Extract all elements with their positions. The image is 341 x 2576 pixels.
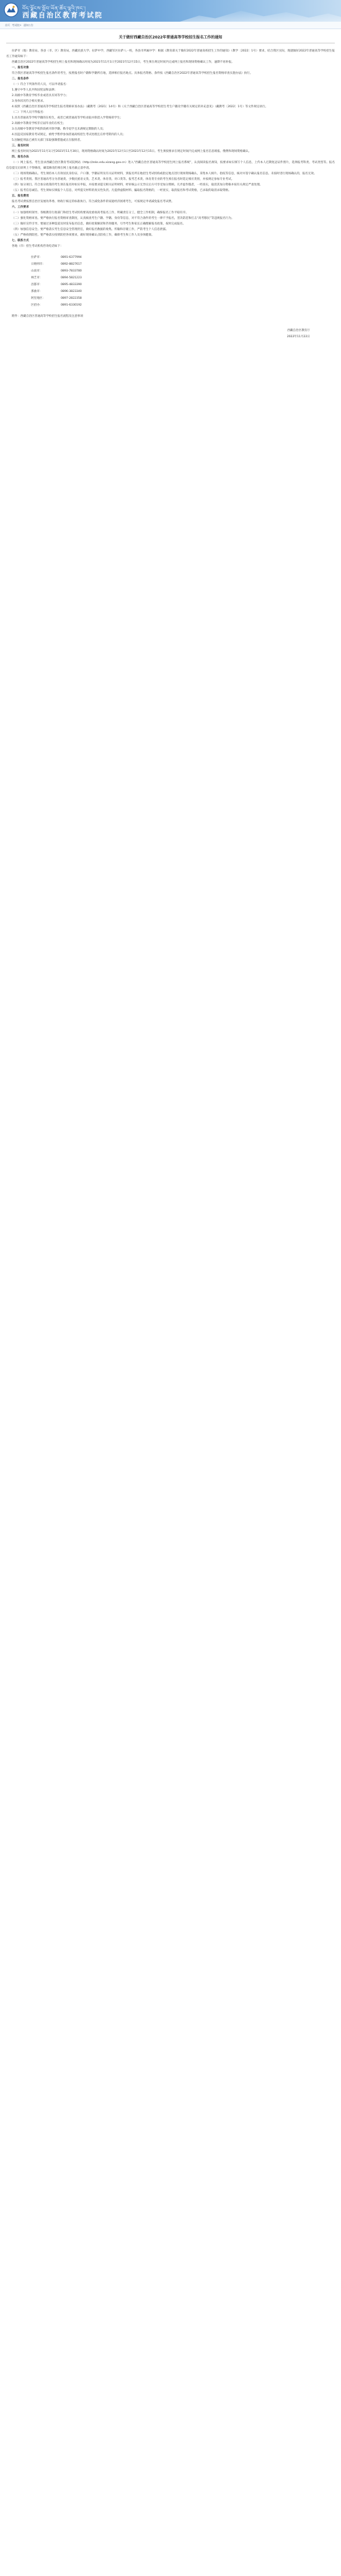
- contact-list: [31, 254, 335, 309]
- breadcrumb-section[interactable]: 考试院>: [12, 24, 22, 27]
- breadcrumb-current[interactable]: 通知公告: [23, 24, 33, 27]
- contact-row: [31, 281, 335, 288]
- contact-row: [31, 275, 335, 281]
- article-paragraph: （三）做好宣传引导。要通过多种渠道及时发布报名信息，做好政策解读和咨询服务，引导考生和家长正确理解报名政策，按时完成报名。: [12, 223, 186, 226]
- contact-place: 林芝市：: [31, 276, 43, 280]
- contact-place: 区招办：: [31, 304, 43, 307]
- article-paragraph: 3.身体状况符合相关要求。: [12, 100, 46, 103]
- breadcrumb-home[interactable]: 首页: [5, 24, 10, 27]
- section-heading: 六、工作要求: [12, 206, 29, 209]
- article-paragraph: （一）符合下列条件的人员，可以申请报名：: [12, 83, 69, 86]
- article-paragraph: 西藏自治区2022年普通高等学校招生网上报名和现场确认时间为2021年11月1日至2021年12月15日，考生须在规定时间内完成网上报名和现场资格确认工作，逾期不再补报。: [12, 61, 234, 64]
- article-paragraph: 1.具有普通高等学校学籍的在校生，或者已被普通高等学校录取并保留入学资格的学生；: [12, 117, 123, 120]
- contact-place: 山南市：: [31, 270, 43, 273]
- article-paragraph: 报名考试费按照自治区发展改革委、财政厅核定的标准执行。符合减免条件的家庭经济困难考生，可按规定申请减免报名考试费。: [12, 200, 174, 203]
- contact-row: [31, 288, 335, 295]
- site-title-tibetan: བོད་ལྗོངས་སློབ་ཡོན་ཚོད་ལྟའི་ཁང་།: [22, 6, 86, 11]
- article-paragraph: 4.按照《西藏自治区普通高等学校招生报名资格审查办法》（藏教考〔2021〕14号）和《关于西藏自治区普通高等学校招生考生户籍及学籍有关规定的补充意见》（藏教考〔2022〕1号）等文件规定执行。: [12, 105, 268, 108]
- article-paragraph: （一）网上报名。考生登录西藏自治区教育考试院网站（http://zsks.edu.xizang.gov.cn）进入“西藏自治区普通高等学校招生网上报名系统”，认真阅读报名须知，按要求如实填写个人信息，上传本人近期免冠证件照片，选择报考科类、考试类型等。报名信息提交后原则上不得修改，确需修改的须在网上报名截止前申请。: [6, 161, 335, 170]
- article-paragraph: 5.因触犯刑法已被有关部门采取强制措施或正在服刑者。: [12, 139, 83, 142]
- contact-row: [31, 261, 335, 268]
- contact-phone: 0891-6377994: [61, 256, 82, 259]
- article-closing: [6, 314, 335, 319]
- section-heading: 二、报名条件: [12, 77, 29, 81]
- article-paragraph: 1.遵守中华人民共和国宪法和法律；: [12, 89, 58, 92]
- contact-row: [31, 254, 335, 261]
- contact-place: 那曲市：: [31, 290, 43, 293]
- article-paragraph: 2.高级中等教育学校非应届毕业的在校生；: [12, 122, 66, 125]
- contact-place: 日喀则市：: [31, 263, 45, 266]
- article-paragraph: 附件：西藏自治区普通高等学校招生报名流程及注意事项: [12, 315, 83, 318]
- article-paragraph: （二）强化资格审查。要严格执行报名资格审查制度，认真核查考生户籍、学籍、身份等信息，对不符合条件的考生一律不予报名，坚决防范和打击“高考移民”等违规报名行为。: [12, 217, 234, 220]
- article-paragraph: 拉萨市（地）教育局、各县（市、区）教育局，西藏民族大学、拉萨中学，西藏军区拉萨八一校，各县市所属中学：根据《教育部关于做好2022年普通高校招生工作的通知》（教学〔2022〕1号）要求，结合我区实际，现就做好2022年普通高等学校招生报名工作通知如下：: [6, 50, 335, 58]
- contact-place: 阿里地区：: [31, 297, 45, 300]
- article-paragraph: 各地（市）招生考试机构咨询电话如下：: [12, 245, 63, 248]
- article-paragraph: （五）严格疫情防控。要严格落实疫情防控各项要求，做好现场确认点防疫工作，确保考生和工作人员身体健康。: [12, 234, 154, 237]
- contact-phone: 0891-6330192: [61, 304, 82, 307]
- site-logo-icon[interactable]: [4, 2, 19, 17]
- mountain-decoration: [180, 8, 341, 22]
- article-paragraph: （四）加强信息安全。要严格落实考生信息安全管理责任，做好报名数据的收集、传输和存储工作，严防考生个人信息泄露。: [12, 228, 169, 231]
- signature-org: 西藏自治区教育厅: [287, 329, 310, 332]
- site-banner: [0, 0, 341, 22]
- article-paragraph: （四）加分项目。符合加分政策的考生须在报名时如实申报，并按要求提交相关证明材料，经审核公示无异议后方可享受加分照顾。凡弄虚作假者，一经查实，取消其加分资格并按有关规定严肃处理。: [12, 183, 263, 187]
- breadcrumb: [0, 22, 341, 29]
- section-heading: 一、报名对象: [12, 66, 29, 69]
- contact-row: [31, 295, 335, 302]
- section-heading: 三、报名时间: [12, 144, 29, 148]
- site-title[interactable]: 西藏自治区教育考试院: [22, 11, 103, 19]
- article-container: [6, 29, 335, 2572]
- article-paragraph: 符合我区普通高等学校招生报名条件的考生，按照报名时户籍和学籍所在地，选择相应报名地点。具体报名资格、条件按《西藏自治区2022年普通高等学校招生报名资格审查实施办法》执行。: [12, 72, 253, 75]
- contact-phone: 0896-3823340: [61, 290, 82, 293]
- contact-phone: 0892-8827617: [61, 263, 82, 266]
- contact-phone: 0897-2822358: [61, 297, 82, 300]
- article-body: [6, 48, 335, 249]
- contact-row: [31, 268, 335, 275]
- section-heading: 五、报名费用: [12, 195, 29, 198]
- contact-place: 昌都市：: [31, 283, 43, 286]
- article-paragraph: （三）报考类别。我区普通高考分为普通类、少数民族语文类、艺术类、体育类、对口类等。报考艺术类、体育类专业的考生须在报名时选定相应类别，并按规定参加专业考试。: [12, 178, 234, 181]
- article-signature: [6, 328, 335, 340]
- article-paragraph: （一）加强组织领导。各级教育行政部门和招生考试机构要高度重视高考报名工作，明确责任分工，健全工作机制，确保报名工作平稳有序。: [12, 211, 188, 214]
- contact-phone: 0893-7833780: [61, 270, 82, 273]
- contact-place: 拉萨市：: [31, 256, 43, 259]
- article-paragraph: （五）报考信息诚信。考生须如实填报个人信息，对所提交材料的真实性负责。凡提供虚假材料、骗取报名资格的，一经查实，取消报名和考试资格，已录取的取消录取资格。: [12, 189, 231, 192]
- contact-row: [31, 302, 335, 309]
- contact-phone: 0895-4833390: [61, 283, 82, 286]
- section-heading: 四、报名办法: [12, 156, 29, 159]
- article-paragraph: （二）下列人员不得报名：: [12, 111, 46, 114]
- signature-date: 2022年11月22日: [286, 335, 310, 338]
- section-heading: 七、联系方式: [12, 239, 29, 242]
- article-paragraph: 网上报名时间为2021年11月1日至2021年11月30日，现场资格确认时间为2021年12月1日至2021年12月15日。考生须按要求在规定时间内完成网上报名信息填报、缴费和现场资格确认。: [12, 150, 252, 153]
- article-paragraph: 2.高级中等教育学校毕业或者具有同等学力；: [12, 94, 69, 97]
- article-paragraph: 3.在高级中等教育学校阶段被开除学籍、勒令退学且未满规定期限的人员；: [12, 128, 106, 131]
- article-paragraph: 4.因违反国家教育考试规定，被给予暂停参加普通高校招生考试处理且在停考期内的人员；: [12, 133, 126, 136]
- article-paragraph: （二）现场资格确认。考生须持本人有效居民身份证、户口簿、学籍证明及有关证明材料，到报名所在地招生考试机构或指定地点进行现场资格确认，采集本人相片、指纹等信息，核对并签字确认报名信息。未按时进行现场确认的，报名无效。: [12, 172, 317, 175]
- contact-phone: 0894-5821223: [61, 276, 82, 280]
- article-title: 关于做好西藏自治区2022年普通高等学校招生报名工作的通知: [118, 35, 223, 40]
